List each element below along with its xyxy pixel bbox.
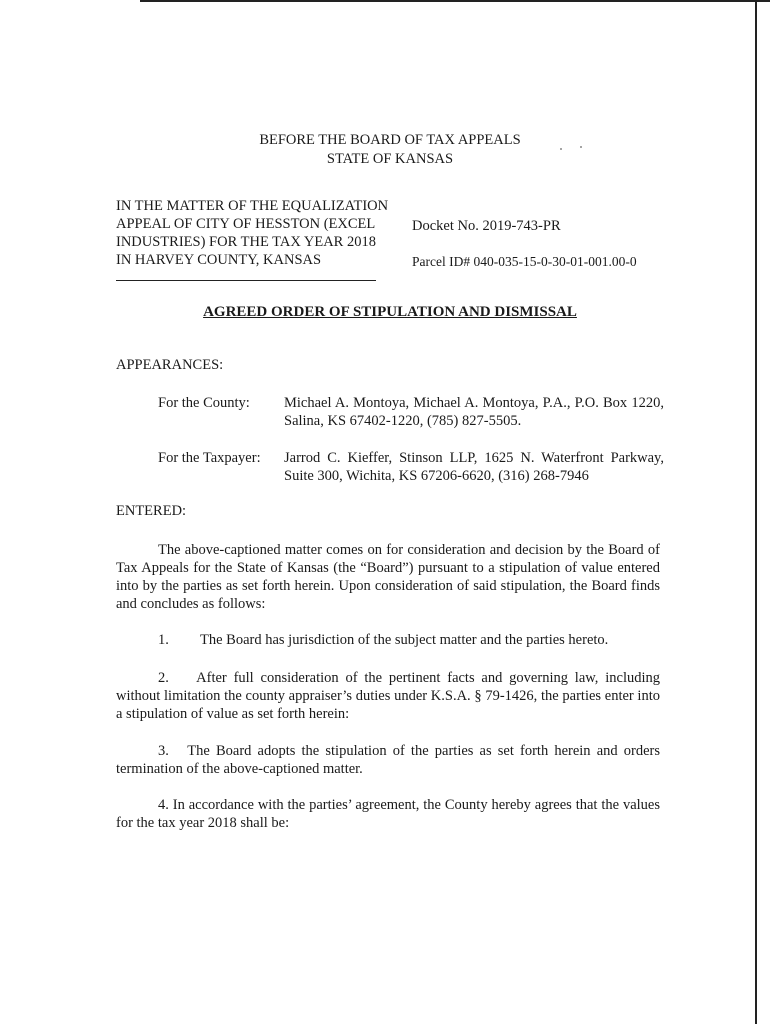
finding-text: The Board adopts the stipulation of the parties as set forth herein and orders termination of the above-captioned matter. xyxy=(116,743,660,777)
caption-line: INDUSTRIES) FOR THE TAX YEAR 2018 xyxy=(116,234,376,250)
finding-number: 1. xyxy=(158,632,169,648)
county-label: For the County: xyxy=(158,395,250,411)
finding-text: After full consideration of the pertinent facts and governing law, including without limitation the county appraiser’s duties under K.S.A. § 79-1426, the parties enter into a stipulation of value as set forth herein: xyxy=(116,670,661,722)
finding-number: 4. xyxy=(158,797,169,813)
caption-line: APPEAL OF CITY OF HESSTON (EXCEL xyxy=(116,216,376,232)
finding-text: In accordance with the parties’ agreement, the County hereby agrees that the values for the tax year 2018 shall be: xyxy=(116,797,660,831)
scan-edge-right xyxy=(755,0,757,1024)
heading-line-1: BEFORE THE BOARD OF TAX APPEALS xyxy=(259,132,521,148)
finding-number: 3. xyxy=(158,743,169,759)
order-title: AGREED ORDER OF STIPULATION AND DISMISSAL xyxy=(203,304,577,320)
heading-line-2: STATE OF KANSAS xyxy=(326,151,454,167)
taxpayer-label: For the Taxpayer: xyxy=(158,450,261,466)
court-heading xyxy=(200,131,580,169)
caption-rule xyxy=(116,280,376,281)
taxpayer-appearance: Jarrod C. Kieffer, Stinson LLP, 1625 N. Waterfront Parkway, Suite 300, Wichita, KS 67206-6620, (316) 268-7946 xyxy=(284,450,664,484)
finding-number: 2. xyxy=(158,670,169,686)
entered-heading: ENTERED: xyxy=(116,503,187,519)
finding-paragraph xyxy=(116,669,660,723)
appearances-heading: APPEARANCES: xyxy=(116,357,224,373)
intro-paragraph: The above-captioned matter comes on for consideration and decision by the Board of Tax Appeals for the State of Kansas (the “Board”) pursuant to a stipulation of value entered into by the parties as set forth herein. Upon consideration of said stipulation, the Board finds and concludes as follows: xyxy=(116,542,660,612)
scan-edge-top xyxy=(140,0,770,2)
county-appearance: Michael A. Montoya, Michael A. Montoya, P.A., P.O. Box 1220, Salina, KS 67402-1220, (785) 827-5505. xyxy=(284,395,664,429)
finding-text: The Board has jurisdiction of the subject matter and the parties hereto. xyxy=(200,632,609,648)
finding-paragraph xyxy=(116,796,660,832)
caption-line: IN HARVEY COUNTY, KANSAS xyxy=(116,252,322,268)
docket-number: Docket No. 2019-743-PR xyxy=(412,218,561,234)
finding-paragraph xyxy=(116,742,660,778)
caption-line: IN THE MATTER OF THE EQUALIZATION xyxy=(116,198,389,214)
scan-speck xyxy=(580,146,582,148)
case-caption xyxy=(116,197,416,269)
parcel-id: Parcel ID# 040-035-15-0-30-01-001.00-0 xyxy=(412,254,637,269)
